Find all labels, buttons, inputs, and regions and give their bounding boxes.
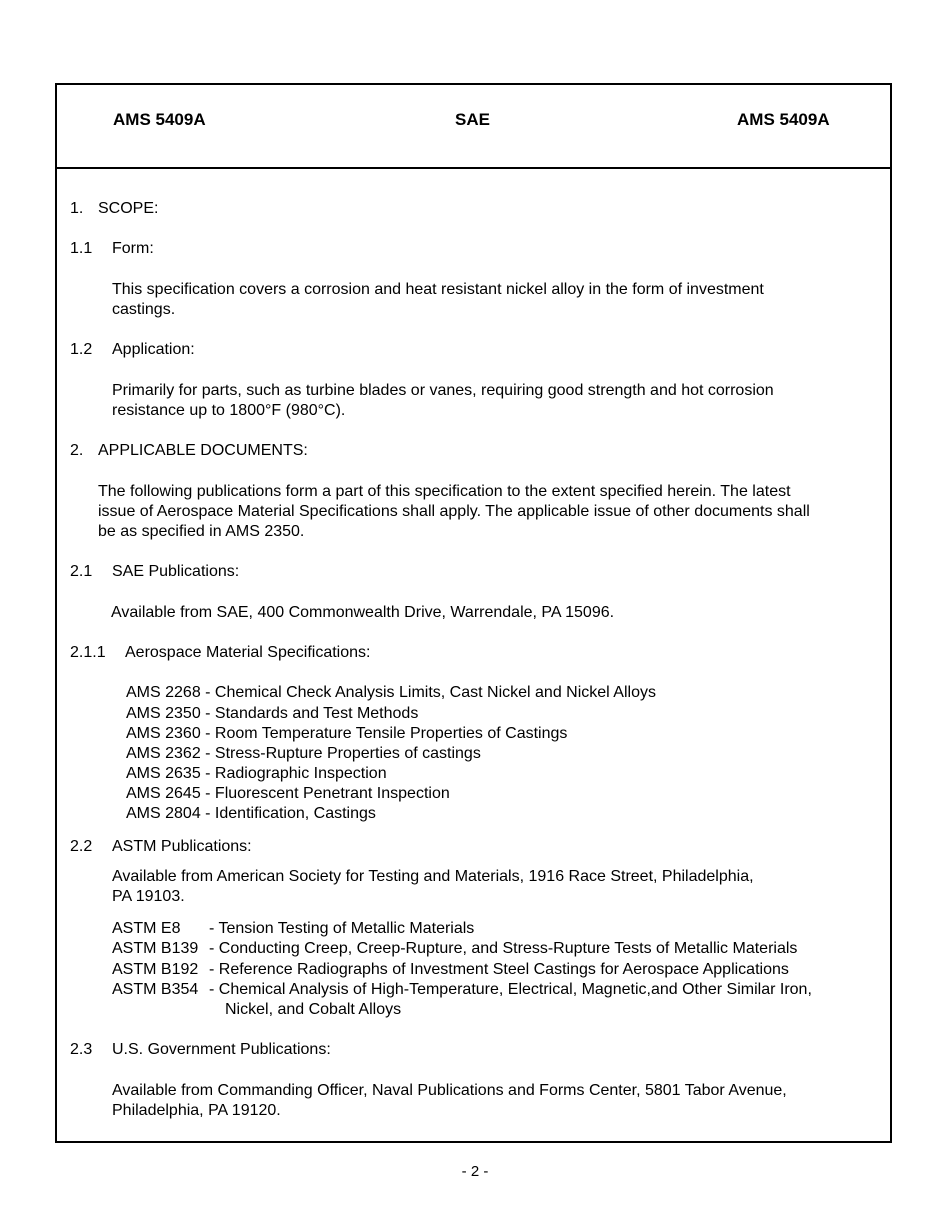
section-number: 2.1.1 [70,644,106,661]
paragraph-line: be as specified in AMS 2350. [98,523,305,540]
section-heading: Application: [112,341,195,358]
section-heading: APPLICABLE DOCUMENTS: [98,442,308,459]
document-header [57,85,890,169]
list-item: AMS 2635 - Radiographic Inspection [126,765,387,782]
astm-code: ASTM B139 [112,940,199,957]
page-number: - 2 - [461,1163,489,1180]
section-number: 2. [70,442,84,459]
list-item: AMS 2268 - Chemical Check Analysis Limits, Cast Nickel and Nickel Alloys [126,684,656,701]
astm-description: - Tension Testing of Metallic Materials [209,920,475,937]
section-number: 1. [70,200,84,217]
section-heading: ASTM Publications: [112,838,252,855]
paragraph-line: The following publications form a part of this specification to the extent specified herein. The latest [98,483,791,500]
list-item: AMS 2350 - Standards and Test Methods [126,705,419,722]
header-doc-number-left: AMS 5409A [113,110,206,129]
astm-code: ASTM B192 [112,961,199,978]
paragraph-line: Primarily for parts, such as turbine blades or vanes, requiring good strength and hot corrosion [112,382,774,399]
paragraph-line: Available from Commanding Officer, Naval Publications and Forms Center, 5801 Tabor Avenue, [112,1082,787,1099]
paragraph-line: castings. [112,301,176,318]
paragraph-line: PA 19103. [112,888,185,905]
section-heading: SAE Publications: [112,563,240,580]
section-number: 2.1 [70,563,93,580]
list-item: AMS 2645 - Fluorescent Penetrant Inspection [126,785,450,802]
astm-code: ASTM E8 [112,920,181,937]
section-heading: Aerospace Material Specifications: [125,644,371,661]
astm-description: - Reference Radiographs of Investment Steel Castings for Aerospace Applications [209,961,789,978]
section-number: 2.3 [70,1041,93,1058]
header-org: SAE [455,110,490,129]
astm-code: ASTM B354 [112,981,199,998]
paragraph-line: This specification covers a corrosion and heat resistant nickel alloy in the form of investment [112,281,764,298]
section-heading: Form: [112,240,154,257]
paragraph-line: Philadelphia, PA 19120. [112,1102,281,1119]
paragraph-line: Available from SAE, 400 Commonwealth Drive, Warrendale, PA 15096. [111,604,615,621]
list-item: AMS 2362 - Stress-Rupture Properties of castings [126,745,481,762]
list-item: AMS 2804 - Identification, Castings [126,805,376,822]
list-item: AMS 2360 - Room Temperature Tensile Properties of Castings [126,725,568,742]
section-heading: SCOPE: [98,200,159,217]
section-number: 1.1 [70,240,93,257]
section-number: 1.2 [70,341,93,358]
paragraph-line: Available from American Society for Testing and Materials, 1916 Race Street, Philadelphia, [112,868,754,885]
section-number: 2.2 [70,838,93,855]
paragraph-line: issue of Aerospace Material Specifications shall apply. The applicable issue of other documents shall [98,503,810,520]
section-heading: U.S. Government Publications: [112,1041,331,1058]
header-doc-number-right: AMS 5409A [737,110,830,129]
astm-description-continued: Nickel, and Cobalt Alloys [225,1001,402,1018]
paragraph-line: resistance up to 1800°F (980°C). [112,402,346,419]
astm-description: - Chemical Analysis of High-Temperature, Electrical, Magnetic,and Other Similar Iron, [209,981,812,998]
astm-description: - Conducting Creep, Creep-Rupture, and Stress-Rupture Tests of Metallic Materials [209,940,798,957]
